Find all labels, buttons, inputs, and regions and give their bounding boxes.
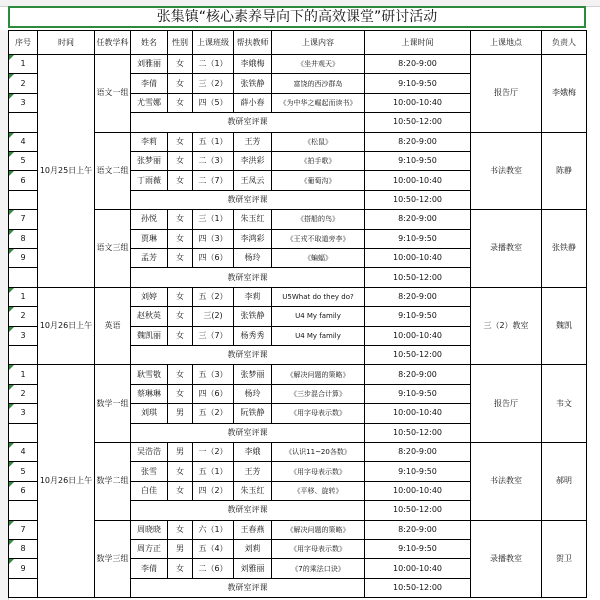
header-place[interactable]: 上课地点	[470, 30, 542, 55]
eval-row-label[interactable]: 教研室评课	[130, 578, 365, 598]
lesson-time[interactable]: 10:00-10:40	[364, 93, 471, 113]
teacher-name[interactable]: 周晓晓	[130, 520, 168, 540]
row-seq[interactable]: 4	[8, 132, 38, 152]
lesson-time[interactable]: 10:00-10:40	[364, 403, 471, 423]
row-seq-blank[interactable]	[8, 423, 38, 443]
subject-group[interactable]: 语文二组	[94, 132, 131, 211]
group-leader[interactable]: 张铁静	[541, 209, 587, 288]
lesson-place[interactable]: 书法教室	[470, 442, 542, 521]
mentor-name[interactable]: 张铁静	[233, 306, 272, 326]
lesson-time[interactable]: 8:20-9:00	[364, 520, 471, 540]
eval-row-time[interactable]: 10:50-12:00	[364, 190, 471, 210]
subject-group[interactable]: 英语	[94, 287, 131, 366]
row-seq[interactable]: 1	[8, 287, 38, 307]
teacher-gender[interactable]: 女	[167, 93, 193, 113]
subject-group[interactable]: 数学二组	[94, 442, 131, 521]
teacher-gender[interactable]: 女	[167, 520, 193, 540]
eval-row-label[interactable]: 教研室评课	[130, 267, 365, 287]
class-name[interactable]: 二（1）	[192, 54, 234, 74]
row-seq[interactable]: 2	[8, 73, 38, 93]
teacher-name[interactable]: 刘雅丽	[130, 54, 168, 74]
lesson-time[interactable]: 9:10-9:50	[364, 461, 471, 481]
mentor-name[interactable]: 李娥	[233, 442, 272, 462]
lesson-content[interactable]: 《为中华之崛起而读书》	[271, 93, 365, 113]
teacher-name[interactable]: 李莉	[130, 132, 168, 152]
lesson-time[interactable]: 10:00-10:40	[364, 170, 471, 190]
class-name[interactable]: 三(2)	[192, 306, 234, 326]
teacher-gender[interactable]: 女	[167, 209, 193, 229]
teacher-name[interactable]: 贾琳	[130, 229, 168, 249]
mentor-name[interactable]: 阮铁静	[233, 403, 272, 423]
lesson-place[interactable]: 报告厅	[470, 364, 542, 443]
date-cell[interactable]: 10月25日上午	[37, 54, 95, 288]
lesson-time[interactable]: 9:10-9:50	[364, 306, 471, 326]
row-seq[interactable]: 3	[8, 403, 38, 423]
lesson-content[interactable]: 《用字母表示数》	[271, 461, 365, 481]
row-seq[interactable]: 1	[8, 54, 38, 74]
eval-row-time[interactable]: 10:50-12:00	[364, 500, 471, 520]
header-leader[interactable]: 负责人	[541, 30, 587, 55]
row-seq[interactable]: 2	[8, 306, 38, 326]
header-period[interactable]: 上课时间	[364, 30, 471, 55]
row-seq[interactable]: 9	[8, 558, 38, 578]
group-leader[interactable]: 郝明	[541, 442, 587, 521]
lesson-time[interactable]: 9:10-9:50	[364, 539, 471, 559]
subject-group[interactable]: 语文一组	[94, 54, 131, 133]
eval-row-time[interactable]: 10:50-12:00	[364, 267, 471, 287]
header-class[interactable]: 上课班级	[192, 30, 234, 55]
mentor-name[interactable]: 张铁静	[233, 73, 272, 93]
lesson-content[interactable]: U4 My family	[271, 326, 365, 346]
lesson-time[interactable]: 10:00-10:40	[364, 558, 471, 578]
lesson-content[interactable]: 《搭船的鸟》	[271, 209, 365, 229]
teacher-name[interactable]: 蔡琳琳	[130, 384, 168, 404]
mentor-name[interactable]: 李莉	[233, 287, 272, 307]
class-name[interactable]: 二（3）	[192, 151, 234, 171]
mentor-name[interactable]: 刘莉	[233, 539, 272, 559]
teacher-name[interactable]: 刘婷	[130, 287, 168, 307]
class-name[interactable]: 五（1）	[192, 132, 234, 152]
eval-row-label[interactable]: 教研室评课	[130, 190, 365, 210]
row-seq[interactable]: 8	[8, 229, 38, 249]
class-name[interactable]: 五（3）	[192, 364, 234, 384]
row-seq[interactable]: 5	[8, 461, 38, 481]
lesson-time[interactable]: 10:00-10:40	[364, 481, 471, 501]
teacher-gender[interactable]: 女	[167, 54, 193, 74]
mentor-name[interactable]: 王凤云	[233, 170, 272, 190]
mentor-name[interactable]: 王芳	[233, 461, 272, 481]
eval-row-label[interactable]: 教研室评课	[130, 423, 365, 443]
row-seq[interactable]: 7	[8, 520, 38, 540]
lesson-content[interactable]: 《拍手歌》	[271, 151, 365, 171]
class-name[interactable]: 四（6）	[192, 384, 234, 404]
row-seq[interactable]: 2	[8, 384, 38, 404]
lesson-place[interactable]: 报告厅	[470, 54, 542, 133]
row-seq-blank[interactable]	[8, 578, 38, 598]
mentor-name[interactable]: 杨玲	[233, 248, 272, 268]
teacher-gender[interactable]: 女	[167, 461, 193, 481]
mentor-name[interactable]: 李洪彩	[233, 151, 272, 171]
class-name[interactable]: 四（2）	[192, 481, 234, 501]
teacher-name[interactable]: 尤雪娜	[130, 93, 168, 113]
header-gender[interactable]: 性别	[167, 30, 193, 55]
teacher-name[interactable]: 周方正	[130, 539, 168, 559]
mentor-name[interactable]: 朱玉红	[233, 209, 272, 229]
lesson-content[interactable]: 《认识11~20各数》	[271, 442, 365, 462]
class-name[interactable]: 五（4）	[192, 539, 234, 559]
teacher-name[interactable]: 张雪	[130, 461, 168, 481]
lesson-content[interactable]: 《7的乘法口诀》	[271, 558, 365, 578]
row-seq[interactable]: 9	[8, 248, 38, 268]
mentor-name[interactable]: 杨秀秀	[233, 326, 272, 346]
teacher-name[interactable]: 耿雪敬	[130, 364, 168, 384]
teacher-gender[interactable]: 女	[167, 151, 193, 171]
class-name[interactable]: 四（6）	[192, 248, 234, 268]
class-name[interactable]: 六（1）	[192, 520, 234, 540]
teacher-name[interactable]: 刘琪	[130, 403, 168, 423]
lesson-time[interactable]: 10:00-10:40	[364, 248, 471, 268]
row-seq[interactable]: 1	[8, 364, 38, 384]
eval-row-label[interactable]: 教研室评课	[130, 500, 365, 520]
lesson-place[interactable]: 录播教室	[470, 209, 542, 288]
subject-group[interactable]: 数学三组	[94, 520, 131, 599]
lesson-time[interactable]: 9:10-9:50	[364, 151, 471, 171]
row-seq[interactable]: 3	[8, 93, 38, 113]
class-name[interactable]: 一（2）	[192, 442, 234, 462]
lesson-content[interactable]: 《解决问题的策略》	[271, 520, 365, 540]
lesson-content[interactable]: 《三步混合计算》	[271, 384, 365, 404]
date-cell[interactable]: 10月26日上午	[37, 364, 95, 598]
lesson-time[interactable]: 8:20-9:00	[364, 442, 471, 462]
lesson-content[interactable]: 《坐井观天》	[271, 54, 365, 74]
teacher-name[interactable]: 吴浩浩	[130, 442, 168, 462]
group-leader[interactable]: 李娥梅	[541, 54, 587, 133]
teacher-gender[interactable]: 男	[167, 403, 193, 423]
teacher-gender[interactable]: 男	[167, 442, 193, 462]
teacher-gender[interactable]: 女	[167, 384, 193, 404]
lesson-time[interactable]: 9:10-9:50	[364, 384, 471, 404]
class-name[interactable]: 四（3）	[192, 229, 234, 249]
teacher-gender[interactable]: 女	[167, 558, 193, 578]
lesson-content[interactable]: 《蝙蝠》	[271, 248, 365, 268]
header-subject[interactable]: 任教学科	[94, 30, 131, 55]
lesson-content[interactable]: 《平移、旋转》	[271, 481, 365, 501]
mentor-name[interactable]: 杨玲	[233, 384, 272, 404]
row-seq[interactable]: 5	[8, 151, 38, 171]
eval-row-time[interactable]: 10:50-12:00	[364, 345, 471, 365]
row-seq[interactable]: 7	[8, 209, 38, 229]
row-seq[interactable]: 6	[8, 481, 38, 501]
teacher-gender[interactable]: 女	[167, 248, 193, 268]
lesson-place[interactable]: 录播教室	[470, 520, 542, 599]
lesson-content[interactable]: U5What do they do?	[271, 287, 365, 307]
lesson-time[interactable]: 10:00-10:40	[364, 326, 471, 346]
eval-row-time[interactable]: 10:50-12:00	[364, 112, 471, 132]
teacher-name[interactable]: 魏凯丽	[130, 326, 168, 346]
lesson-time[interactable]: 8:20-9:00	[364, 364, 471, 384]
mentor-name[interactable]: 李鸿彩	[233, 229, 272, 249]
teacher-gender[interactable]: 女	[167, 287, 193, 307]
teacher-name[interactable]: 李倩	[130, 558, 168, 578]
class-name[interactable]: 三（1）	[192, 209, 234, 229]
class-name[interactable]: 三（7）	[192, 326, 234, 346]
mentor-name[interactable]: 王春燕	[233, 520, 272, 540]
teacher-gender[interactable]: 男	[167, 539, 193, 559]
subject-group[interactable]: 数学一组	[94, 364, 131, 443]
class-name[interactable]: 二（6）	[192, 558, 234, 578]
row-seq[interactable]: 8	[8, 539, 38, 559]
lesson-content[interactable]: U4 My family	[271, 306, 365, 326]
row-seq[interactable]: 3	[8, 326, 38, 346]
teacher-name[interactable]: 孟芳	[130, 248, 168, 268]
mentor-name[interactable]: 朱玉红	[233, 481, 272, 501]
teacher-gender[interactable]: 女	[167, 170, 193, 190]
lesson-place[interactable]: 书法教室	[470, 132, 542, 211]
teacher-gender[interactable]: 女	[167, 306, 193, 326]
class-name[interactable]: 二（7）	[192, 170, 234, 190]
group-leader[interactable]: 陈静	[541, 132, 587, 211]
lesson-content[interactable]: 《王戎不取道旁李》	[271, 229, 365, 249]
teacher-gender[interactable]: 女	[167, 364, 193, 384]
lesson-time[interactable]: 8:20-9:00	[364, 287, 471, 307]
class-name[interactable]: 五（1）	[192, 461, 234, 481]
class-name[interactable]: 五（2）	[192, 403, 234, 423]
teacher-name[interactable]: 孙悦	[130, 209, 168, 229]
lesson-content[interactable]: 《用字母表示数》	[271, 403, 365, 423]
header-content[interactable]: 上课内容	[271, 30, 365, 55]
header-seq[interactable]: 序号	[8, 30, 38, 55]
lesson-content[interactable]: 《用字母表示数》	[271, 539, 365, 559]
teacher-name[interactable]: 丁雨薇	[130, 170, 168, 190]
teacher-gender[interactable]: 女	[167, 326, 193, 346]
teacher-gender[interactable]: 女	[167, 132, 193, 152]
lesson-content[interactable]: 富饶的西沙群岛	[271, 73, 365, 93]
lesson-time[interactable]: 9:10-9:50	[364, 73, 471, 93]
lesson-time[interactable]: 9:10-9:50	[364, 229, 471, 249]
eval-row-time[interactable]: 10:50-12:00	[364, 578, 471, 598]
teacher-name[interactable]: 李倩	[130, 73, 168, 93]
teacher-name[interactable]: 白佳	[130, 481, 168, 501]
teacher-gender[interactable]: 女	[167, 481, 193, 501]
lesson-place[interactable]: 三（2）教室	[470, 287, 542, 366]
eval-row-time[interactable]: 10:50-12:00	[364, 423, 471, 443]
header-name[interactable]: 姓名	[130, 30, 168, 55]
class-name[interactable]: 四（5）	[192, 93, 234, 113]
eval-row-label[interactable]: 教研室评课	[130, 112, 365, 132]
eval-row-label[interactable]: 教研室评课	[130, 345, 365, 365]
mentor-name[interactable]: 张梦丽	[233, 364, 272, 384]
lesson-content[interactable]: 《松鼠》	[271, 132, 365, 152]
teacher-name[interactable]: 赵秋英	[130, 306, 168, 326]
teacher-gender[interactable]: 女	[167, 229, 193, 249]
row-seq-blank[interactable]	[8, 190, 38, 210]
row-seq-blank[interactable]	[8, 500, 38, 520]
mentor-name[interactable]: 刘雅丽	[233, 558, 272, 578]
mentor-name[interactable]: 薛小春	[233, 93, 272, 113]
row-seq-blank[interactable]	[8, 112, 38, 132]
page-title[interactable]: 张集镇“核心素养导向下的高效课堂”研讨活动	[8, 6, 586, 28]
row-seq-blank[interactable]	[8, 345, 38, 365]
header-time[interactable]: 时间	[37, 30, 95, 55]
teacher-name[interactable]: 张梦丽	[130, 151, 168, 171]
mentor-name[interactable]: 王芳	[233, 132, 272, 152]
teacher-gender[interactable]: 女	[167, 73, 193, 93]
date-cell[interactable]: 10月26日上午	[37, 287, 95, 366]
row-seq-blank[interactable]	[8, 267, 38, 287]
group-leader[interactable]: 贺卫	[541, 520, 587, 599]
class-name[interactable]: 三（2）	[192, 73, 234, 93]
header-mentor[interactable]: 帮扶教师	[233, 30, 272, 55]
group-leader[interactable]: 魏凯	[541, 287, 587, 366]
row-seq[interactable]: 6	[8, 170, 38, 190]
row-seq[interactable]: 4	[8, 442, 38, 462]
class-name[interactable]: 五（2）	[192, 287, 234, 307]
mentor-name[interactable]: 李娥梅	[233, 54, 272, 74]
group-leader[interactable]: 韦文	[541, 364, 587, 443]
lesson-content[interactable]: 《葡萄沟》	[271, 170, 365, 190]
subject-group[interactable]: 语文三组	[94, 209, 131, 288]
lesson-content[interactable]: 《解决问题的策略》	[271, 364, 365, 384]
lesson-time[interactable]: 8:20-9:00	[364, 209, 471, 229]
lesson-time[interactable]: 8:20-9:00	[364, 132, 471, 152]
lesson-time[interactable]: 8:20-9:00	[364, 54, 471, 74]
